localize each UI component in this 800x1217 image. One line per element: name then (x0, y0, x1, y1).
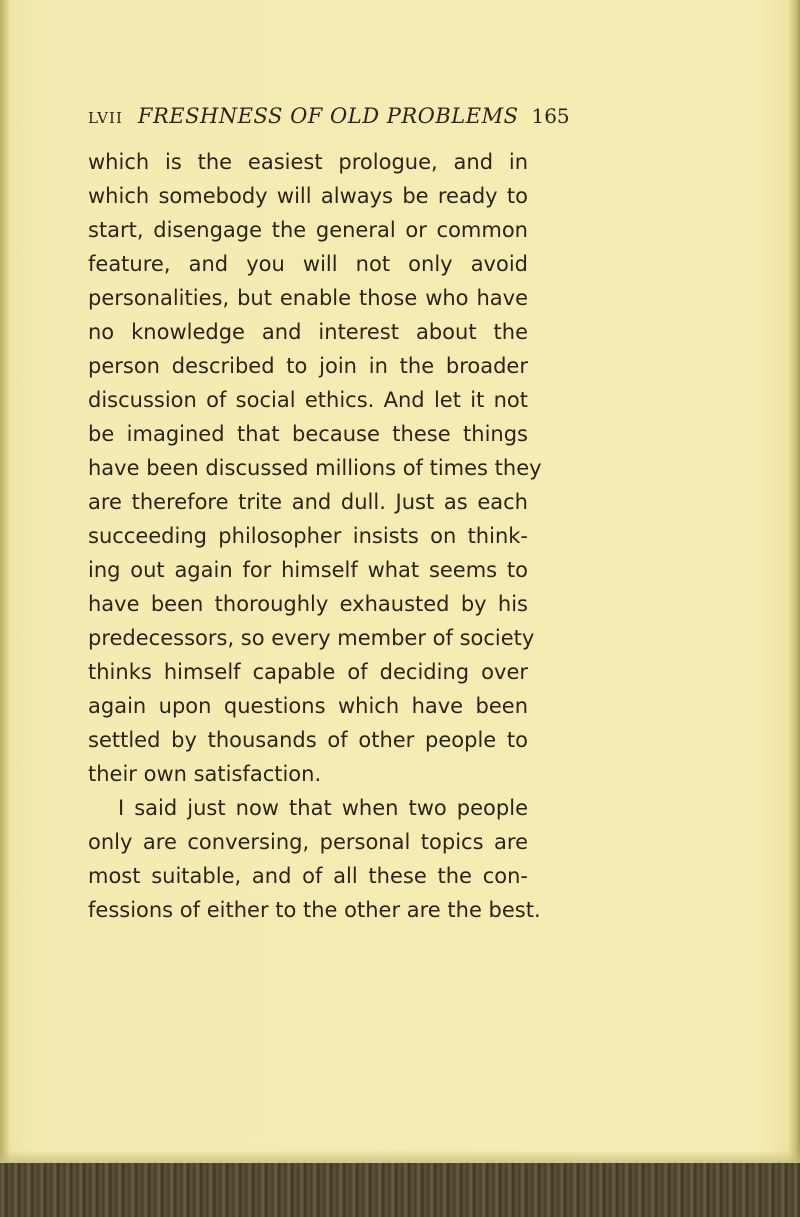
text-line: start, disengage the general or common (88, 218, 528, 242)
chapter-number: LVII (88, 109, 123, 127)
text-line: fessions of either to the other are the best. (88, 898, 541, 922)
text-line: personalities, but enable those who have (88, 286, 528, 310)
text-line: which is the easiest prologue, and in (88, 150, 528, 174)
text-line: person described to join in the broader (88, 354, 528, 378)
text-line: be imagined that because these things (88, 422, 528, 446)
text-line: feature, and you will not only avoid (88, 252, 528, 276)
text-line: succeeding philosopher insists on think- (88, 524, 528, 548)
running-head (88, 98, 728, 134)
body-text (88, 145, 542, 927)
text-line: again upon questions which have been (88, 694, 528, 718)
book-edge-strip (0, 1163, 800, 1217)
text-line: ing out again for himself what seems to (88, 558, 528, 582)
text-line: I said just now that when two people (118, 796, 528, 820)
text-line: have been discussed millions of times they (88, 456, 542, 480)
text-line: most suitable, and of all these the con- (88, 864, 528, 888)
text-line: predecessors, so every member of society (88, 626, 535, 650)
text-line: thinks himself capable of deciding over (88, 660, 528, 684)
page-left-edge (0, 0, 10, 1217)
text-line: which somebody will always be ready to (88, 184, 528, 208)
text-line: settled by thousands of other people to (88, 728, 528, 752)
text-line: have been thoroughly exhausted by his (88, 592, 528, 616)
text-line: are therefore trite and dull. Just as each (88, 490, 528, 514)
text-line: discussion of social ethics. And let it not (88, 388, 528, 412)
text-line: no knowledge and interest about the (88, 320, 528, 344)
page-right-edge (788, 0, 800, 1217)
page-number: 165 (531, 104, 570, 128)
running-head-title: FRESHNESS OF OLD PROBLEMS (137, 104, 519, 128)
text-line: their own satisfaction. (88, 762, 322, 786)
text-line: only are conversing, personal topics are (88, 830, 528, 854)
